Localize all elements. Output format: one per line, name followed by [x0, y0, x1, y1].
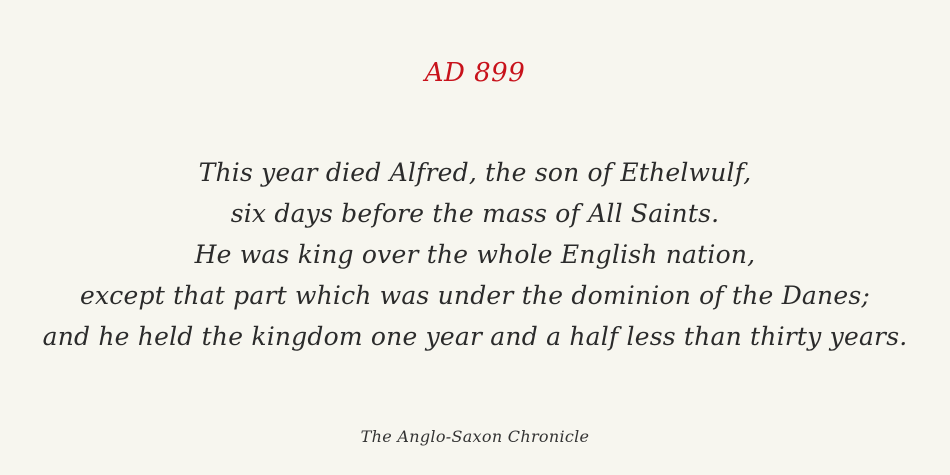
verse-block — [0, 152, 950, 357]
verse-line-2: six days before the mass of All Saints. — [230, 199, 720, 228]
verse-line-1: This year died Alfred, the son of Ethelwulf, — [198, 158, 752, 187]
verse-line-5: and he held the kingdom one year and a half less than thirty years. — [42, 322, 908, 351]
source-attribution: The Anglo-Saxon Chronicle — [360, 427, 590, 446]
page-title: AD 899 — [424, 58, 526, 88]
verse-line-4: except that part which was under the dominion of the Danes; — [80, 281, 870, 310]
verse-line-3: He was king over the whole English nation, — [194, 240, 756, 269]
